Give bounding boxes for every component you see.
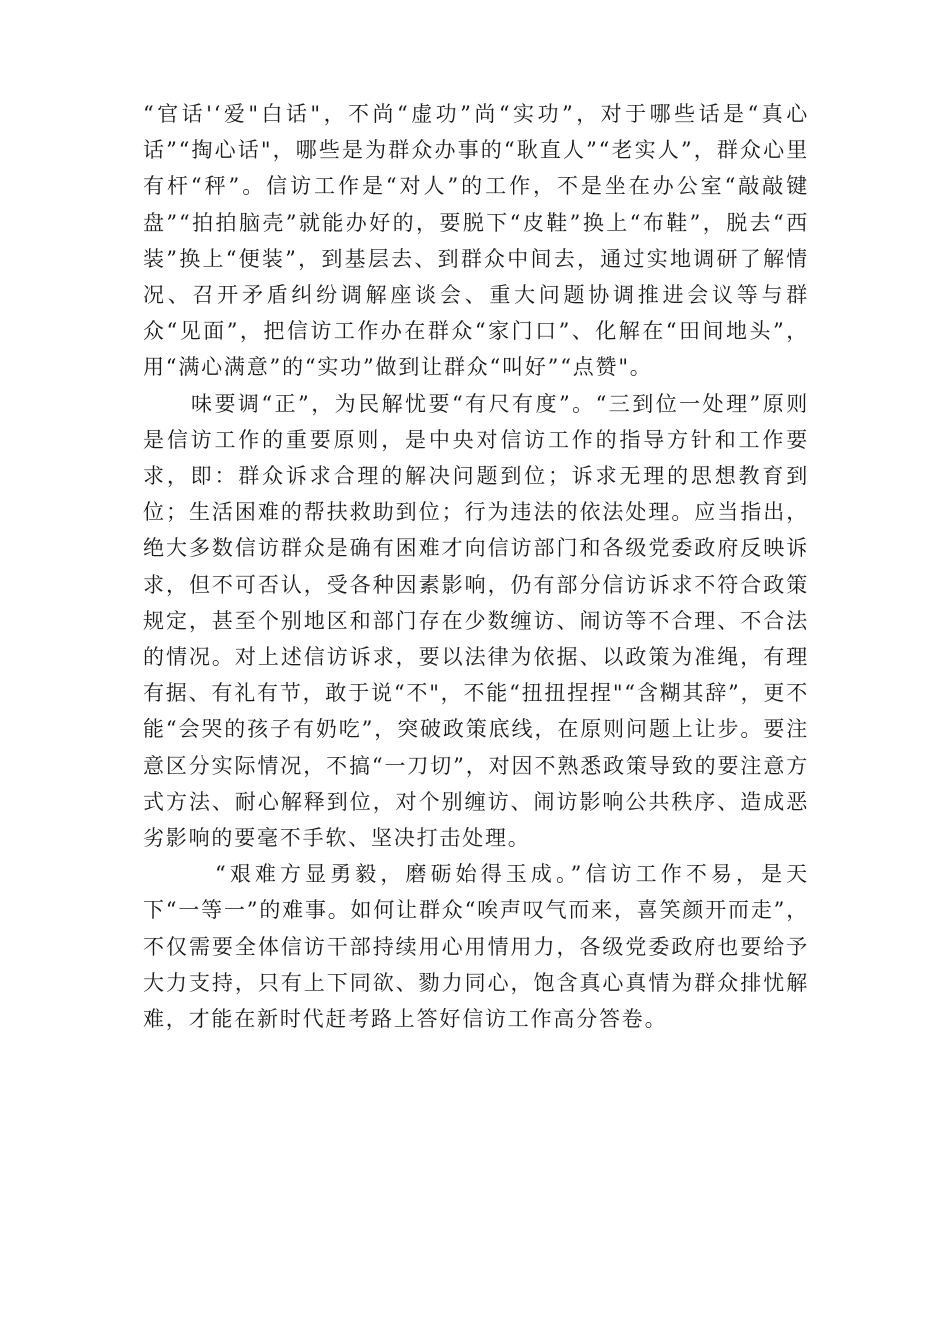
- paragraph-1: “官话'‘爱"白话"，不尚“虚功”尚“实功”，对于哪些话是“真心话”“掏心话"，哪些是为群众办事的“耿直人”“老实人”，群众心里有杆“秤”。信访工作是“对人”的工作，不是坐在办公室“敲敲键盘”“拍拍脑壳”就能办好的，要脱下“皮鞋”换上“布鞋”，脱去“西装”换上“便装”，到基层去、到群众中间去，通过实地调研了解情况、召开矛盾纠纷调解座谈会、重大问题协调推进会议等与群众“见面”，把信访工作办在群众“家门口”、化解在“田间地头”，用“满心满意”的“实功”做到让群众“叫好”“点赞"。: [143, 102, 809, 380]
- paragraph-3: “艰难方显勇毅，磨砺始得玉成。”信访工作不易，是天下“一等一”的难事。如何让群众“唉声叹气而来，喜笑颜开而走”，不仅需要全体信访干部持续用心用情用力，各级党委政府也要给予大力支持，只有上下同欲、勠力同心，饱含真心真情为群众排忧解难，才能在新时代赶考路上答好信访工作高分答卷。: [143, 862, 809, 1032]
- paragraph-2: 味要调“正”，为民解忧要“有尺有度”。“三到位一处理”原则是信访工作的重要原则，是中央对信访工作的指导方针和工作要求，即：群众诉求合理的解决问题到位；诉求无理的思想教育到位；生活困难的帮扶救助到位；行为违法的依法处理。应当指出，绝大多数信访群众是确有困难才向信访部门和各级党委政府反映诉求，但不可否认，受各种因素影响，仍有部分信访诉求不符合政策规定，甚至个别地区和部门存在少数缠访、闹访等不合理、不合法的情况。对上述信访诉求，要以法律为依据、以政策为准绳，有理有据、有礼有节，敢于说“不"，不能“扭扭捏捏"“含糊其辞”，更不能“会哭的孩子有奶吃”，突破政策底线，在原则问题上让步。要注意区分实际情况，不搞“一刀切”，对因不熟悉政策导致的要注意方式方法、耐心解释到位，对个别缠访、闹访影响公共秩序、造成恶劣影响的要毫不手软、坚决打击处理。: [143, 391, 809, 851]
- document-body: [143, 96, 809, 1037]
